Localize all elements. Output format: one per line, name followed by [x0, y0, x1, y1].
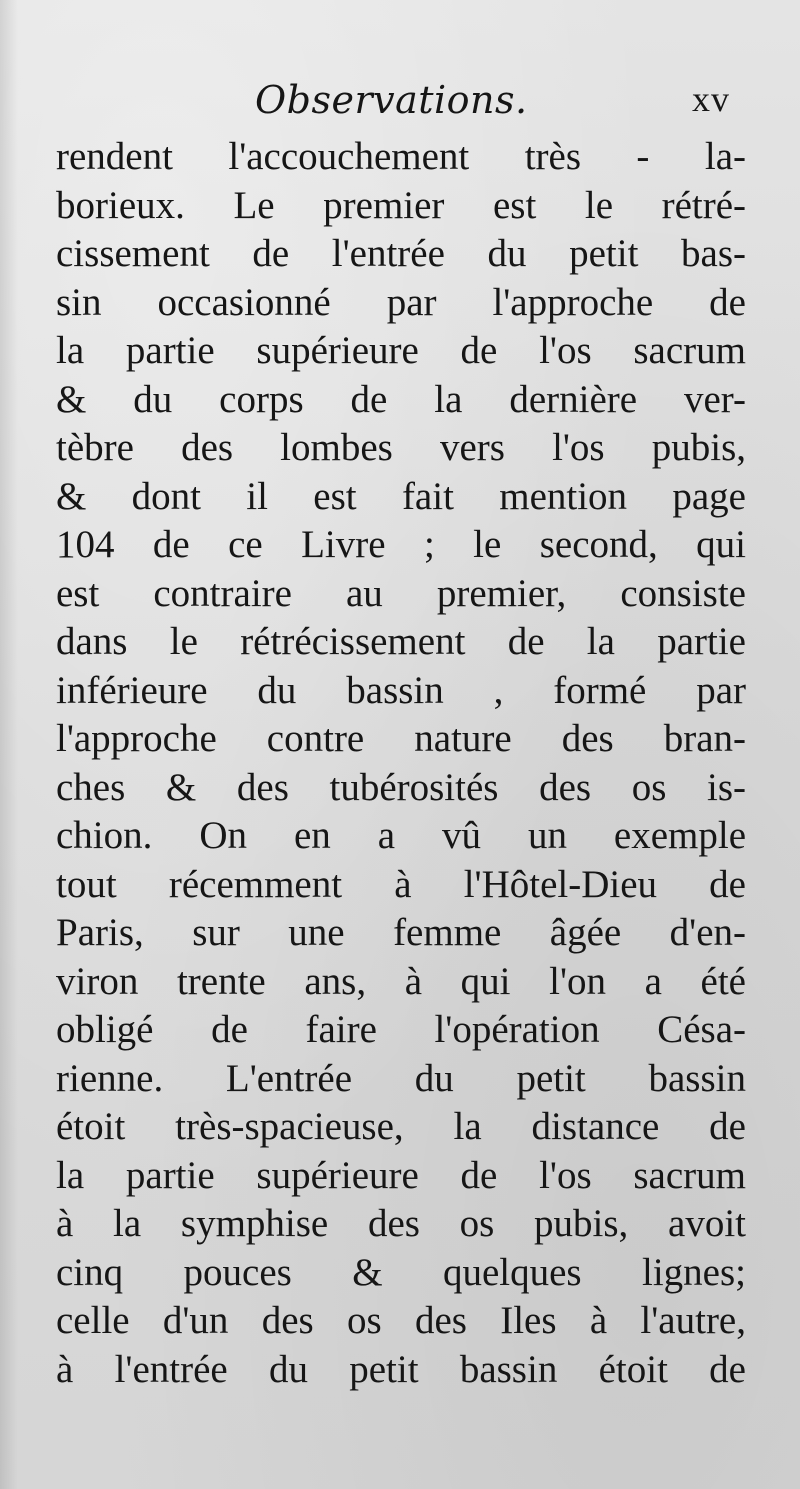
- text-line: Paris, sur une femme âgée d'en-: [56, 911, 746, 954]
- text-line: étoit très-spacieuse, la distance de: [56, 1105, 746, 1148]
- text-line: la partie supérieure de l'os sacrum: [56, 329, 746, 372]
- text-line: cinq pouces & quelques lignes;: [56, 1250, 746, 1294]
- page-number: xv: [692, 79, 730, 119]
- text-line: rienne. L'entrée du petit bassin: [56, 1056, 746, 1100]
- text-line: à l'entrée du petit bassin étoit de: [56, 1347, 746, 1391]
- text-line: obligé de faire l'opération Césa-: [56, 1008, 746, 1051]
- text-line: celle d'un des os des Iles à l'autre,: [56, 1299, 746, 1342]
- text-line: rendent l'accouchement très - la-: [56, 135, 746, 178]
- text-line: à la symphise des os pubis, avoit: [56, 1202, 746, 1245]
- text-line: & du corps de la dernière ver-: [56, 377, 746, 421]
- text-line: sin occasionné par l'approche de: [56, 280, 746, 324]
- text-line: borieux. Le premier est le rétré-: [56, 183, 746, 227]
- text-line: dans le rétrécissement de la partie: [56, 620, 746, 663]
- text-line: tèbre des lombes vers l'os pubis,: [56, 426, 746, 469]
- body-text: [56, 133, 746, 1394]
- text-line: 104 de ce Livre ; le second, qui: [56, 523, 746, 566]
- text-line: est contraire au premier, consiste: [56, 571, 746, 615]
- text-line: tout récemment à l'Hôtel-Dieu de: [56, 862, 746, 906]
- text-line: ches & des tubérosités des os is-: [56, 765, 746, 809]
- text-line: l'approche contre nature des bran-: [56, 717, 746, 760]
- running-title: Observations.: [255, 78, 528, 122]
- text-line: viron trente ans, à qui l'on a été: [56, 959, 746, 1003]
- text-line: inférieure du bassin , formé par: [56, 668, 746, 712]
- text-line: & dont il est fait mention page: [56, 474, 746, 518]
- text-line: cissement de l'entrée du petit bas-: [56, 232, 746, 275]
- text-line: la partie supérieure de l'os sacrum: [56, 1153, 746, 1197]
- running-head: [60, 78, 740, 138]
- text-line: chion. On en a vû un exemple: [56, 814, 746, 857]
